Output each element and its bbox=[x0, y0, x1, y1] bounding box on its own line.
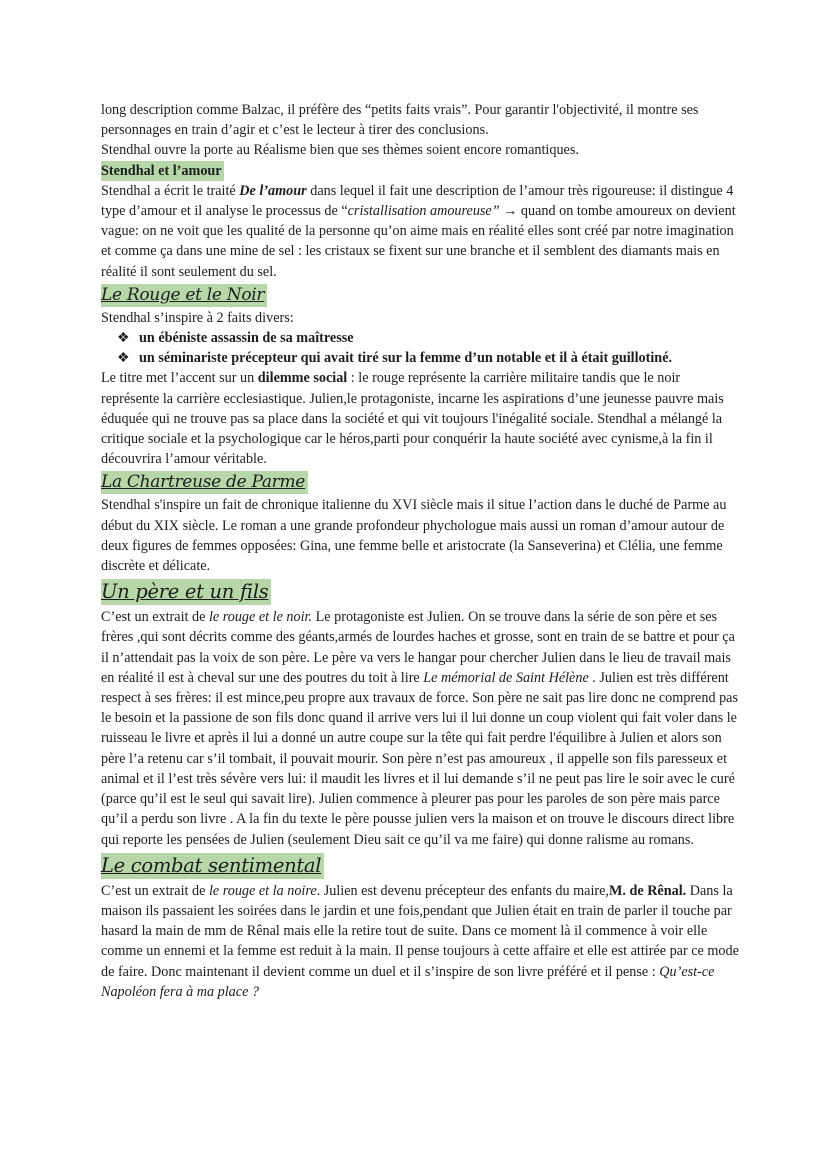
text-run: . Julien est devenu précepteur des enfants du maire, bbox=[316, 882, 609, 899]
rouge-paragraph bbox=[101, 368, 741, 469]
pere-paragraph bbox=[101, 607, 741, 849]
text-run: Dans la maison ils passaient les soirées dans le jardin et une fois,pendant que Julien était en train de parler il touche par hasard la main de mm de Rênal mais elle la retire tout de suite. Dans ce moment là il commence à voir elle comme un ennemi et la femme est reduit à la main. Il pense toujours à cette affaire et elle est attirée par ce mode de faire. Donc maintenant il devient comme un duel et il s’inspire de son livre préféré et il pense : bbox=[101, 882, 739, 980]
text-run-italic: cristallisation amoureuse” bbox=[347, 203, 500, 220]
combat-paragraph bbox=[101, 881, 741, 1002]
pere-heading-text: Un père et un fils bbox=[101, 579, 271, 605]
pere-heading bbox=[101, 576, 741, 607]
text-run: : le rouge représente la carrière militaire tandis que le noir représente la carrière ecclesiastique. Julien,le protagoniste, incarne les aspirations d’une jeunesse pauvre mais éduquée qui ne trouve pas sa place dans la société et qui vit toujours l'inégalité sociale. Stendhal a mélangé la critique sociale et la psychologique car le héros,parti pour conquérir la haute société avec cynisme,à la fin il découvrira l’amour véritable. bbox=[101, 370, 724, 468]
text-run: C’est un extrait de bbox=[101, 882, 209, 899]
chartreuse-heading bbox=[101, 469, 741, 495]
text-run: Le titre met l’accent sur un bbox=[101, 370, 258, 387]
list-item-text: un séminariste précepteur qui avait tiré sur la femme d’un notable et il à était guillotiné. bbox=[139, 350, 673, 367]
amour-paragraph bbox=[101, 181, 741, 282]
rouge-heading bbox=[101, 282, 741, 308]
combat-heading bbox=[101, 850, 741, 881]
text-run-bold: dilemme social bbox=[257, 370, 348, 387]
list-item bbox=[117, 328, 741, 348]
faits-divers-list bbox=[101, 328, 741, 368]
text-run-bold: M. de Rênal. bbox=[608, 882, 687, 899]
intro-paragraph-1: long description comme Balzac, il préfère des “petits faits vrais”. Pour garantir l'objectivité, il montre ses personnages en train d’agir et c’est le lecteur à tirer des conclusions. bbox=[101, 102, 699, 139]
rouge-intro: Stendhal s’inspire à 2 faits divers: bbox=[101, 309, 294, 326]
list-item-text: un ébéniste assassin de sa maîtresse bbox=[139, 330, 354, 347]
amour-heading bbox=[101, 161, 741, 181]
list-item bbox=[117, 348, 741, 368]
text-run-italic: le rouge et la noire bbox=[208, 882, 317, 899]
text-run-italic: Qu’est-ce Napoléon fera à ma place ? bbox=[101, 963, 715, 1000]
text-run-italic: le rouge et le noir. bbox=[208, 609, 313, 626]
rouge-heading-text: Le Rouge et le Noir bbox=[101, 284, 267, 307]
text-run: C’est un extrait de bbox=[101, 609, 209, 626]
combat-heading-text: Le combat sentimental bbox=[101, 853, 324, 879]
text-run: Stendhal a écrit le traité bbox=[101, 182, 240, 199]
text-run: Le protagoniste est Julien. On se trouve dans la série de son père et ses frères ,qui sont décrits comme des géants,armés de lourdes haches et grosse, sont en train de se battre et pour ça il n’attendait pas la voix de son père. Le père va vers le hangar pour chercher Julien dans le lieu de travail mais en réalité il est à cheval sur une des poutres du toit à lire bbox=[101, 609, 735, 686]
text-run: . Julien est très différent respect à ses frères: il est mince,peu propre aux travaux de force. Son père ne sait pas lire donc ne comprend pas le besoin et la passione de son fils donc quand il arrive vers lui il lui donne un coup violent qui fait voler dans le ruisseau le livre et après il lui a donné un autre coupe sur la tête qui fait perdre l'équilibre à Julien et alors son père l’a retenu car s’il tombait, il pouvait mourir. Son père n’est pas amoureux , il appelle son fils paresseux et animal et il l’est très sévère vers lui: il maudit les livres et il lui demande s’il ne peut pas lire le soir avec le curé (parce qu’il est le seul qui savait lire). Julien commence à pleurer pas pour les paroles de son père mais parce qu’il a perdu son livre . A la fin du texte le père pousse julien vers la maison et on trouve le discours direct libre qui reporte les pensées de Julien (seulement Dieu sait ce qu’il va me faire) qui donne ralisme au romans. bbox=[101, 669, 739, 848]
chartreuse-heading-text: La Chartreuse de Parme bbox=[101, 471, 308, 494]
text-run-italic: Le mémorial de Saint Hélène bbox=[423, 669, 589, 686]
text-run: → quand on tombe amoureux on devient vague: on ne voit que les qualité de la personne qu’on aime mais en réalité elles sont créé par notre imagination et comme ça dans une mine de sel : les cristaux se fixent sur une branche et il semblent des diamants mais en réalité il sont seulement du sel. bbox=[101, 203, 736, 280]
intro-paragraph-2: Stendhal ouvre la porte au Réalisme bien que ses thèmes soient encore romantiques. bbox=[101, 142, 579, 159]
diamond-bullet-icon: ❖ bbox=[117, 330, 130, 347]
diamond-bullet-icon: ❖ bbox=[117, 350, 130, 367]
chartreuse-paragraph: Stendhal s'inspire un fait de chronique italienne du XVI siècle mais il situe l’action dans le duché de Parme au début du XIX siècle. Le roman a une grande profondeur phychologue mais aussi un roman d’amour autour de deux figures de femmes opposées: Gina, une femme belle et aristocrate (la Sanseverina) et Clélia, une femme discrète et délicate. bbox=[101, 497, 727, 575]
text-run: dans lequel il fait une description de l’amour très rigoureuse: il distingue 4 type d’amour et il analyse le processus de “ bbox=[101, 182, 734, 220]
document-page bbox=[101, 100, 741, 1002]
text-run-bold-italic: De l’amour bbox=[239, 182, 307, 199]
amour-heading-text: Stendhal et l’amour bbox=[101, 162, 222, 179]
